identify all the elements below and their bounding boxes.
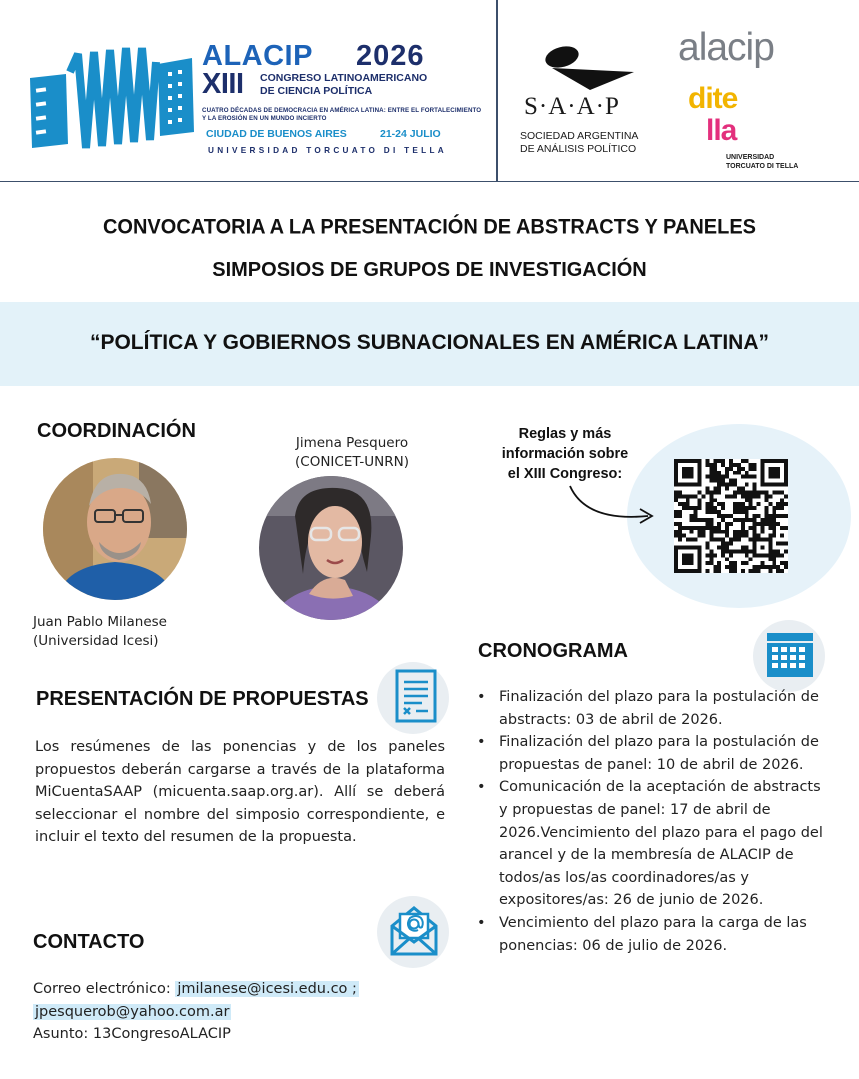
coordinator-affiliation: (CONICET-UNRN) [295,454,409,470]
contact-details [33,978,473,1046]
congress-alacip: ALACIP [202,40,313,72]
contact-heading: CONTACTO [33,931,145,953]
accordion-logo [26,44,196,156]
saap-name-line1: SOCIEDAD ARGENTINA [520,130,639,142]
coordinator-photo-milanese [43,458,187,600]
qr-label-line1: Reglas y más [518,426,612,442]
qr-label-line3: el XIII Congreso: [507,466,623,482]
email-icon [388,902,440,958]
header-divider [496,0,498,181]
proposals-paragraph: Los resúmenes de las ponencias y de los paneles propuestos deberán cargarse a través de la plataforma MiCuentaSAAP (micuenta.saap.org.ar). Allí se deberá seleccionar el nombre del simposio correspondiente, e incluir el texto del resumen de la propuesta. [35,739,445,846]
congress-name-line1: CONGRESO LATINOAMERICANO [260,72,428,84]
congress-subtitle: CUATRO DÉCADAS DE DEMOCRACIA EN AMÉRICA LATINA: ENTRE EL FORTALECIMIENTO Y LA EROSIÓN EN UN MUNDO INCIERTO [202,107,482,122]
ditella-logo [688,82,808,182]
congress-dates: 21-24 JULIO [380,128,441,140]
ditella-univ-line1: UNIVERSIDAD [726,154,775,161]
email-link-2[interactable]: jpesquerob@yahoo.com.ar [35,1003,230,1020]
schedule-item: • Vencimiento del plazo para la carga de las ponencias: 06 de julio de 2026. [476,912,828,957]
coordinator-caption-milanese [33,613,167,651]
schedule-list [476,686,828,957]
schedule-item: • Comunicación de la aceptación de abstracts y propuestas de panel: 17 de abril de 2026.Vencimiento del plazo para el pago del arancel y de la membresía de ALACIP de todos/as los/as coordinadores/as y expositores/as: 26 de junio de 2026. [476,776,828,912]
contact-subject-line [33,1023,473,1046]
coordinator-photo-pesquero [259,476,403,620]
qr-label-line2: información sobre [501,446,629,462]
congress-city: CIUDAD DE BUENOS AIRES [206,128,347,140]
saap-acronym: S·A·A·P [524,93,620,120]
header [0,0,859,182]
coordinator-affiliation: (Universidad Icesi) [33,633,159,649]
qr-label [490,424,640,484]
coordinator-name: Jimena Pesquero [295,435,409,451]
call-title: CONVOCATORIA A LA PRESENTACIÓN DE ABSTRACTS Y PANELES [102,215,757,239]
qr-code[interactable] [674,459,788,573]
congress-edition: XIII [202,68,244,100]
document-icon [394,668,438,724]
coordinator-caption-pesquero [288,434,416,472]
congress-name-line2: DE CIENCIA POLÍTICA [260,85,373,97]
ditella-word2: lla [706,114,737,147]
schedule-item: • Finalización del plazo para la postulación de propuestas de panel: 10 de abril de 2026. [476,731,828,776]
symposium-title: “POLÍTICA Y GOBIERNOS SUBNACIONALES EN AMÉRICA LATINA” [89,331,770,354]
saap-name-line2: DE ANÁLISIS POLÍTICO [520,143,637,155]
schedule-heading: CRONOGRAMA [478,640,628,662]
call-subtitle: SIMPOSIOS DE GRUPOS DE INVESTIGACIÓN [212,259,647,281]
curved-arrow-icon [568,482,660,532]
calendar-icon [765,629,815,679]
congress-university: UNIVERSIDAD TORCUATO DI TELLA [208,146,447,155]
congress-year: 2026 [356,40,425,72]
email-label: Correo electrónico: [33,981,171,997]
alacip-logo: alacip [678,26,774,69]
ditella-univ-line2: TORCUATO DI TELLA [726,163,799,170]
coordination-heading: COORDINACIÓN [37,420,196,442]
contact-email-line [33,978,473,1001]
ditella-word1: dite [688,82,738,115]
saap-name [520,130,650,156]
proposals-body [35,736,445,849]
email-link-1[interactable]: jmilanese@icesi.edu.co ; [177,981,357,997]
coordinator-name: Juan Pablo Milanese [33,614,167,630]
schedule-item: • Finalización del plazo para la postulación de abstracts: 03 de abril de 2026. [476,686,828,731]
subject-label: Asunto: [33,1026,89,1043]
contact-email-line-2 [33,1001,473,1024]
proposals-heading: PRESENTACIÓN DE PROPUESTAS [36,688,369,710]
subject-value: 13CongresoALACIP [92,1026,231,1043]
